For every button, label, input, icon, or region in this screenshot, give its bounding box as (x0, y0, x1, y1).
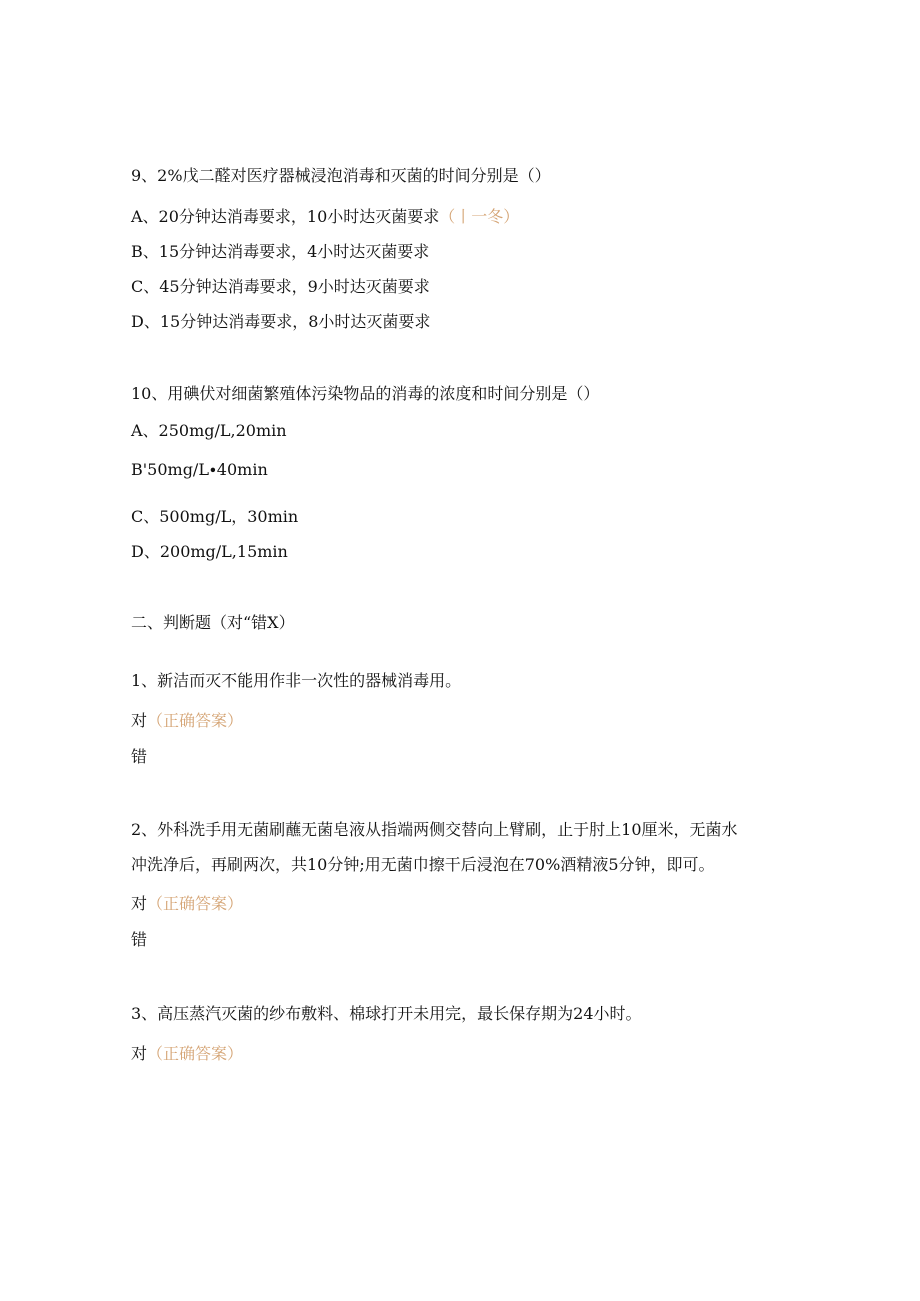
q10-option-d: D、200mg∕L,15min (131, 542, 288, 561)
q10-option-c: C、500mg∕L，30min (131, 507, 299, 526)
tf1-correct-mark: （正确答案） (147, 711, 244, 730)
tf2-question-line1: 2、外科洗手用无菌刷蘸无菌皂液从指端两侧交替向上臂刷，止于肘上10厘米，无菌水 (131, 820, 738, 839)
tf3-true-label: 对 (131, 1044, 148, 1063)
tf2-true-label: 对 (131, 894, 148, 913)
section-heading: 二、判断题（对“错X） (131, 613, 295, 632)
q9-option-d: D、15分钟达消毒要求，8小时达灭菌要求 (131, 312, 431, 331)
q10-question: 10、用碘伏对细菌繁殖体污染物品的消毒的浓度和时间分别是（） (131, 384, 600, 403)
q9-option-a (131, 207, 519, 227)
tf1-option-true (131, 711, 243, 731)
q9-option-a-mark: （丨一冬） (439, 207, 520, 226)
q9-question: 9、2%戊二醛对医疗器械浸泡消毒和灭菌的时间分别是（） (131, 166, 551, 185)
tf1-question: 1、新洁而灭不能用作非一次性的器械消毒用。 (131, 671, 462, 690)
q10-option-a: A、250mg∕L,20min (131, 421, 287, 440)
tf3-question: 3、高压蒸汽灭菌的纱布敷料、棉球打开未用完，最长保存期为24小时。 (131, 1004, 642, 1023)
q9-option-b: B、15分钟达消毒要求，4小时达灭菌要求 (131, 242, 430, 261)
tf3-option-true (131, 1044, 243, 1064)
q9-option-a-text: A、20分钟达消毒要求，10小时达灭菌要求 (131, 207, 440, 226)
tf2-option-false: 错 (131, 930, 148, 949)
q9-option-c: C、45分钟达消毒要求，9小时达灭菌要求 (131, 277, 430, 296)
tf1-true-label: 对 (131, 711, 148, 730)
tf2-question-line2: 冲洗净后，再刷两次，共10分钟;用无菌巾擦干后浸泡在70%酒精液5分钟，即可。 (131, 855, 715, 874)
q10-option-b: B'50mg∕L∙40min (131, 460, 268, 479)
tf2-option-true (131, 894, 243, 914)
tf1-option-false: 错 (131, 747, 148, 766)
tf2-correct-mark: （正确答案） (147, 894, 244, 913)
tf3-correct-mark: （正确答案） (147, 1044, 244, 1063)
